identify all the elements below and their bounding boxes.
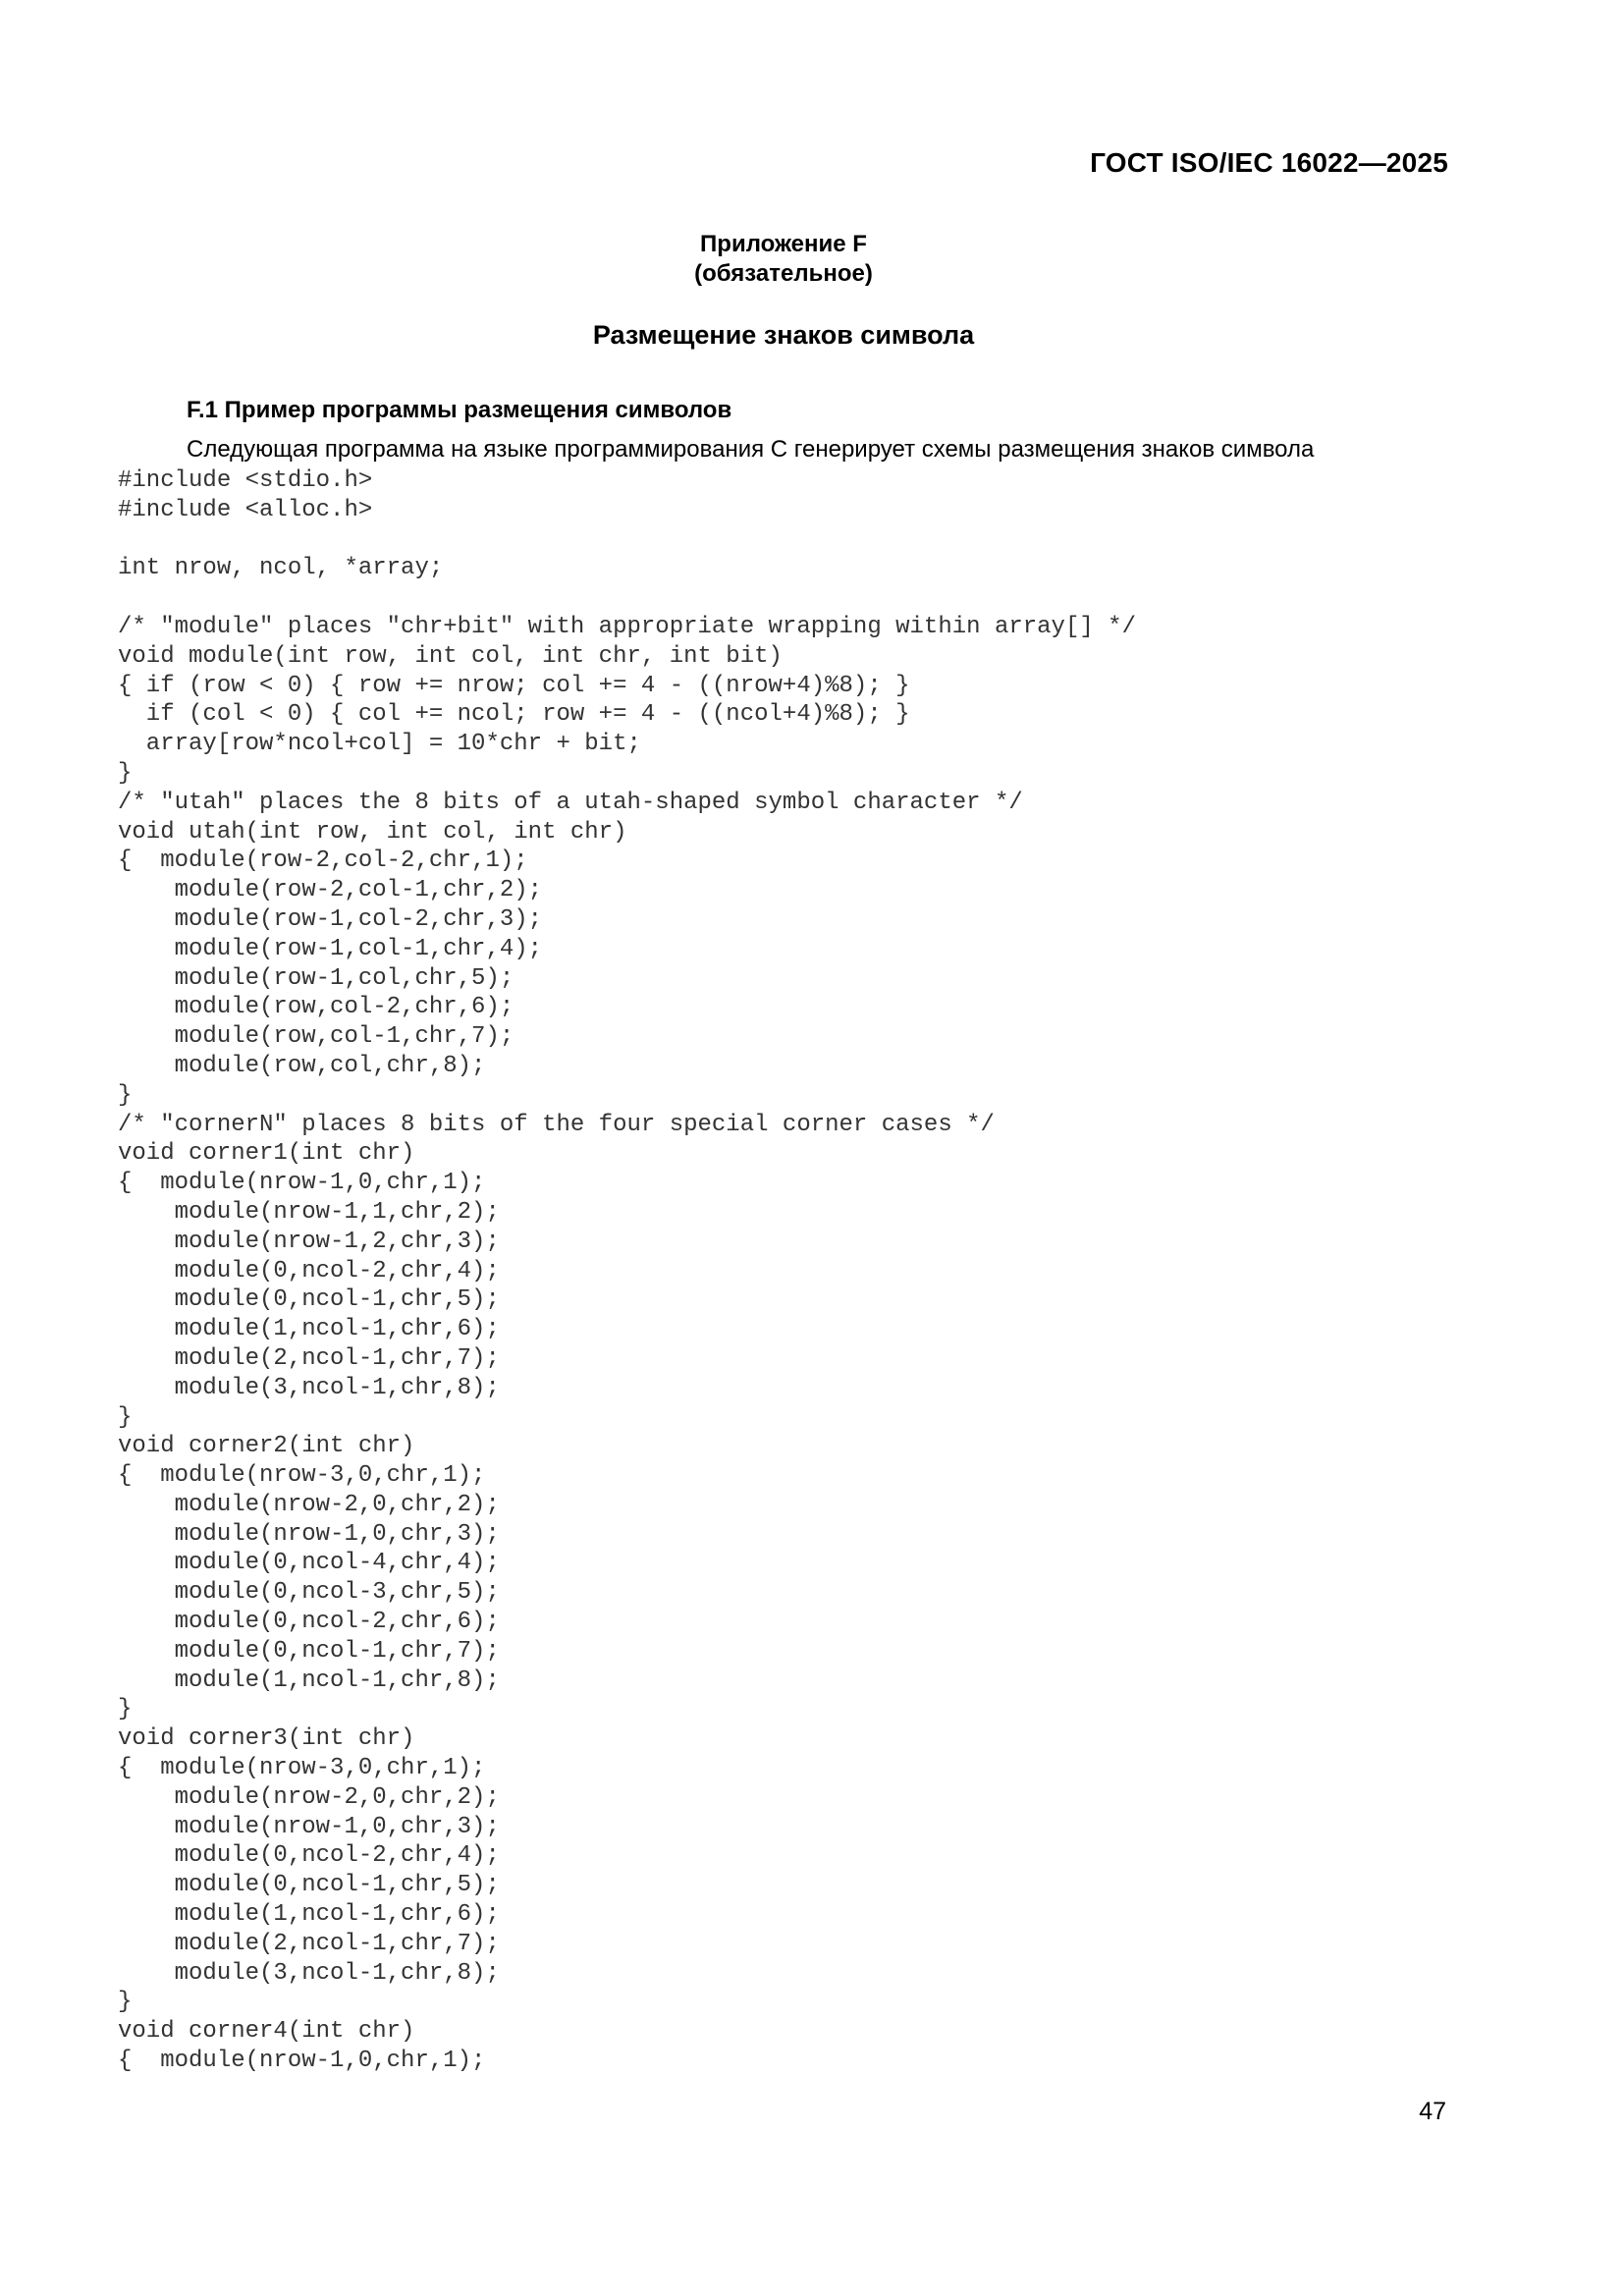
code-line: module(2,ncol-1,chr,7); [118, 1930, 500, 1957]
code-line: { if (row < 0) { row += nrow; col += 4 - ((nrow+4)%8); } [118, 672, 910, 699]
code-line: module(row-1,col,chr,5); [118, 964, 514, 992]
code-line: { module(row-2,col-2,chr,1); [118, 847, 528, 875]
code-line: } [118, 1081, 133, 1109]
code-line [118, 525, 1136, 555]
code-line: /* "utah" places the 8 bits of a utah-shaped symbol character */ [118, 789, 1023, 816]
code-line: module(row,col-1,chr,7); [118, 1023, 514, 1051]
code-line: module(nrow-2,0,chr,2); [118, 1491, 500, 1518]
code-line: module(0,ncol-3,chr,5); [118, 1579, 500, 1607]
code-line: module(0,ncol-1,chr,7); [118, 1637, 500, 1665]
code-line: module(nrow-1,1,chr,2); [118, 1198, 500, 1226]
code-line: { module(nrow-1,0,chr,1); [118, 2048, 486, 2075]
code-line: module(3,ncol-1,chr,8); [118, 1374, 500, 1401]
code-line: { module(nrow-1,0,chr,1); [118, 1170, 486, 1197]
code-line: void utah(int row, int col, int chr) [118, 818, 627, 846]
code-line: { module(nrow-3,0,chr,1); [118, 1755, 486, 1782]
page-number: 47 [1419, 2098, 1446, 2125]
code-line: module(0,ncol-2,chr,4); [118, 1842, 500, 1870]
code-line: module(1,ncol-1,chr,8); [118, 1667, 500, 1694]
annex-title: Приложение F [700, 231, 867, 257]
code-line: void corner1(int chr) [118, 1140, 415, 1168]
code-line: module(0,ncol-4,chr,4); [118, 1550, 500, 1577]
code-line: } [118, 759, 133, 787]
code-line: #include <stdio.h> [118, 467, 373, 494]
code-line: /* "cornerN" places 8 bits of the four special corner cases */ [118, 1111, 995, 1138]
code-line: } [118, 1403, 133, 1431]
code-line: module(0,ncol-1,chr,5); [118, 1872, 500, 1899]
document-code-header: ГОСТ ISO/IEC 16022—2025 [1090, 147, 1448, 178]
code-line: array[row*ncol+col] = 10*chr + bit; [118, 731, 641, 758]
code-line: int nrow, ncol, *array; [118, 555, 444, 582]
code-line: void module(int row, int col, int chr, int bit) [118, 642, 783, 670]
code-line: } [118, 1696, 133, 1723]
code-line: /* "module" places "chr+bit" with appropriate wrapping within array[] */ [118, 613, 1136, 640]
code-line: module(row-1,col-2,chr,3); [118, 905, 543, 933]
code-line [118, 583, 1136, 613]
annex-status: (обязательное) [694, 260, 873, 287]
code-listing [118, 466, 1136, 2076]
code-line: void corner4(int chr) [118, 2018, 415, 2046]
code-line: { module(nrow-3,0,chr,1); [118, 1462, 486, 1490]
code-line: void corner3(int chr) [118, 1725, 415, 1753]
code-line: module(nrow-1,2,chr,3); [118, 1228, 500, 1255]
code-line: module(row,col,chr,8); [118, 1052, 486, 1079]
code-line: module(1,ncol-1,chr,6); [118, 1901, 500, 1929]
code-line: module(0,ncol-2,chr,6); [118, 1609, 500, 1636]
code-line: if (col < 0) { col += ncol; row += 4 - ((ncol+4)%8); } [118, 701, 910, 729]
code-line: module(nrow-2,0,chr,2); [118, 1783, 500, 1811]
section-title: Размещение знаков символа [592, 320, 975, 350]
code-line: } [118, 1989, 133, 2016]
annex-heading [0, 230, 1567, 289]
code-line: #include <alloc.h> [118, 496, 373, 523]
code-line: module(row-1,col-1,chr,4); [118, 935, 543, 962]
code-line: module(3,ncol-1,chr,8); [118, 1959, 500, 1987]
code-line: module(row,col-2,chr,6); [118, 994, 514, 1021]
code-line: module(0,ncol-2,chr,4); [118, 1257, 500, 1285]
code-line: void corner2(int chr) [118, 1433, 415, 1460]
code-line: module(1,ncol-1,chr,6); [118, 1316, 500, 1343]
code-line: module(2,ncol-1,chr,7); [118, 1344, 500, 1372]
code-line: module(0,ncol-1,chr,5); [118, 1286, 500, 1314]
subsection-intro: Следующая программа на языке программирования C генерирует схемы размещения знаков символа [187, 436, 1315, 463]
code-line: module(nrow-1,0,chr,3); [118, 1520, 500, 1548]
code-line: module(row-2,col-1,chr,2); [118, 877, 543, 904]
subsection-title: F.1 Пример программы размещения символов [187, 397, 732, 423]
code-line: module(nrow-1,0,chr,3); [118, 1813, 500, 1840]
